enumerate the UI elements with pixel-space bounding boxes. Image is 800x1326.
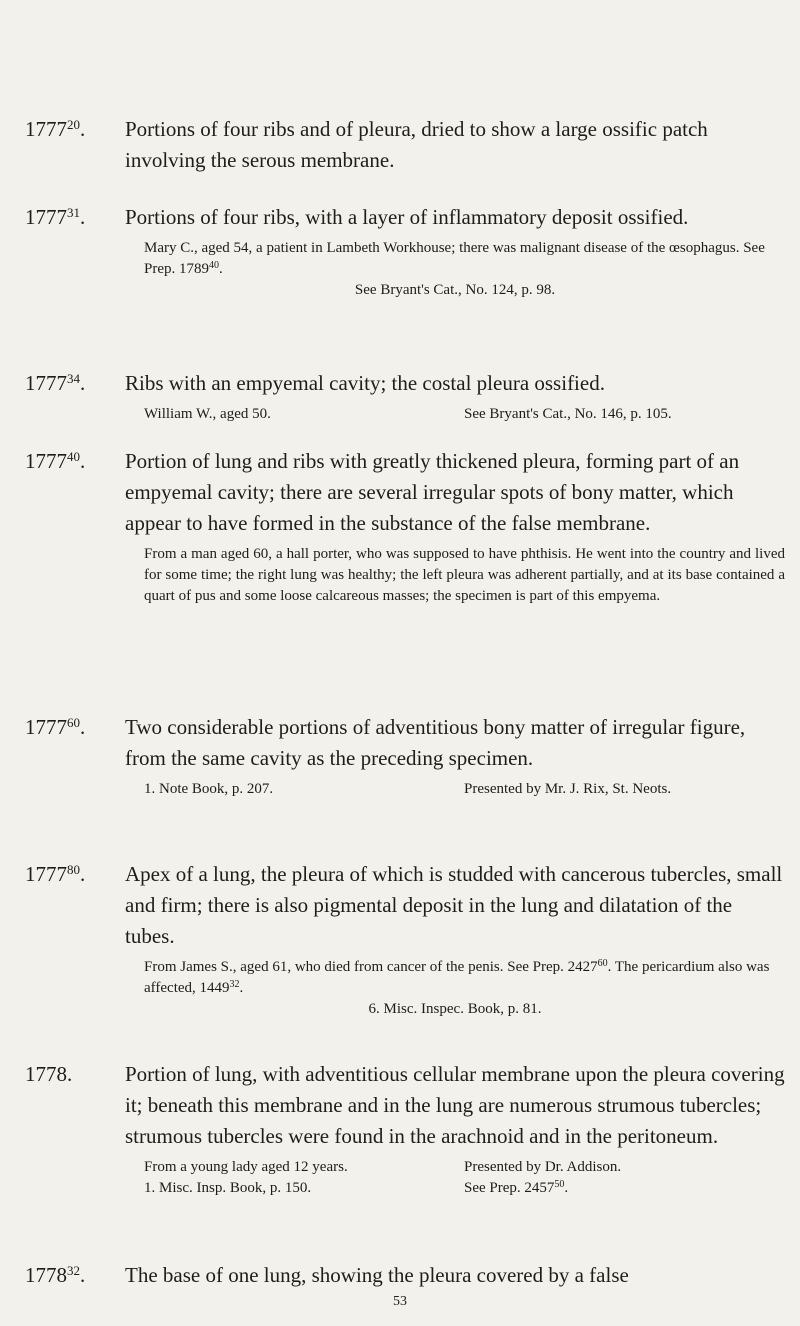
page-number: 53 [393,1294,407,1309]
case-note: Mary C., aged 54, a patient in Lambeth Workhouse; there was malignant disease of the œsophagus. See Prep. 1789$^{40}$. See Bryant's Cat., No. 124, p. 98. [144,238,785,301]
catalogue-entry [25,1059,785,1199]
specimen-number: 1777$^{31}$. [25,205,86,229]
case-note: 1. Note Book, p. 207. Presented by Mr. J. Rix, St. Neots. [144,781,672,797]
specimen-number: 1778$^{32}$. [25,1263,86,1287]
catalogue-entry [25,446,785,607]
catalogue-entry [25,202,785,301]
case-reference: 6. Misc. Inspec. Book, p. 81. [368,1001,542,1017]
specimen-number: 1777$^{80}$. [25,862,86,886]
specimen-description: The base of one lung, showing the pleura covered by a false [125,1263,629,1287]
specimen-description: Portions of four ribs and of pleura, dried to show a large ossific patch involving the serous membrane. [125,117,708,172]
specimen-number: 1777$^{20}$. [25,117,86,141]
specimen-description: Apex of a lung, the pleura of which is studded with cancerous tubercles, small and firm; there is also pigmental deposit in the lung and dilatation of the tubes. [125,862,783,948]
catalogue-entry [25,368,785,425]
specimen-description: Portion of lung and ribs with greatly thickened pleura, forming part of an empyemal cavity; there are several irregular spots of bony matter, which appear to have formed in the substance of the false membrane. [125,449,740,535]
specimen-description: Portions of four ribs, with a layer of inflammatory deposit ossified. [125,205,689,229]
catalogue-entry [25,859,785,1020]
specimen-description: Two considerable portions of adventitious bony matter of irregular figure, from the same cavity as the preceding specimen. [125,715,746,770]
case-note: From a man aged 60, a hall porter, who was supposed to have phthisis. He went into the country and lived for some time; the right lung was healthy; the left pleura was adherent partially, and at its base contained a quart of pus and some loose calcareous masses; the specimen is part of this empyema. [144,546,785,604]
case-note: William W., aged 50. See Bryant's Cat., No. 146, p. 105. [144,406,672,422]
specimen-number: 1777$^{34}$. [25,371,86,395]
specimen-number: 1778. [25,1062,73,1086]
catalogue-entry [25,114,785,176]
specimen-description: Ribs with an empyemal cavity; the costal pleura ossified. [125,371,605,395]
specimen-description: Portion of lung, with adventitious cellular membrane upon the pleura covering it; beneath this membrane and in the lung are numerous strumous tubercles; strumous tubercles were found in the arachnoid and in the peritoneum. [125,1062,785,1148]
catalogue-entry [25,712,785,800]
specimen-number: 1777$^{40}$. [25,449,86,473]
case-reference: See Bryant's Cat., No. 124, p. 98. [354,282,556,298]
case-note: From a young lady aged 12 years. Presented by Dr. Addison. 1. Misc. Insp. Book, p. 150. See Prep. 2457$^{50}$. [144,1159,622,1196]
case-note: From James S., aged 61, who died from cancer of the penis. See Prep. 2427$^{60}$. The pericardium also was affected, 1449$^{32}$. 6. Misc. Inspec. Book, p. 81. [144,957,785,1020]
catalogue-entry [25,1260,785,1291]
specimen-number: 1777$^{60}$. [25,715,86,739]
